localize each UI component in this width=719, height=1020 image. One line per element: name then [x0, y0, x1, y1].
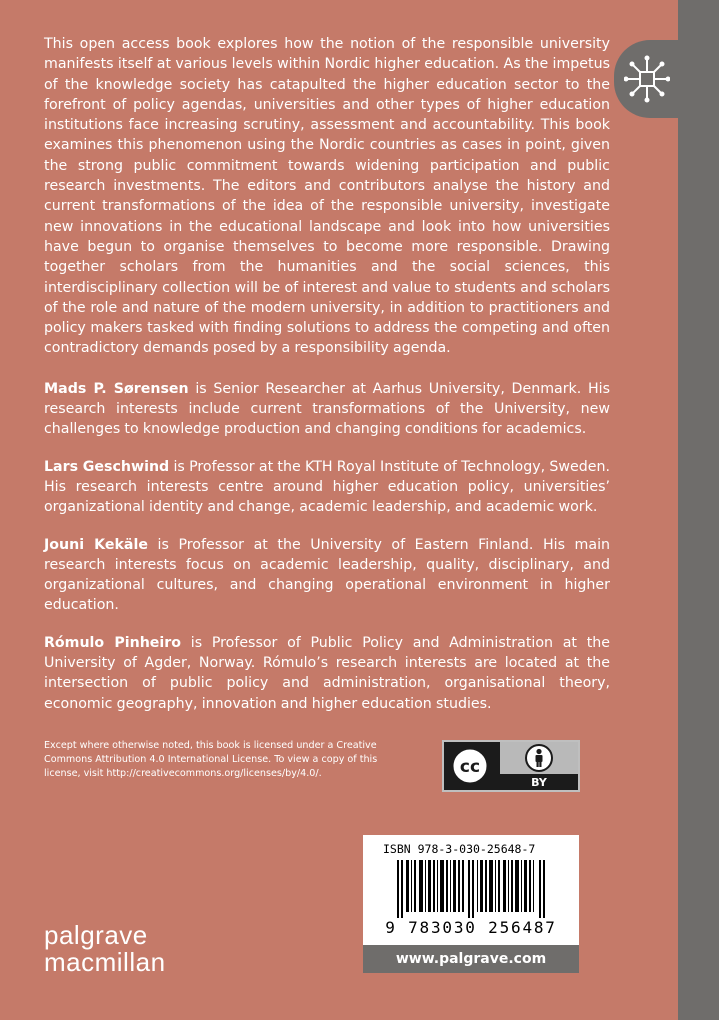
attribution-person-icon [526, 745, 552, 771]
author-bio [44, 633, 610, 714]
network-node-icon [624, 53, 670, 105]
barcode-bars [397, 860, 547, 918]
author-bio-text: is Professor at the University of Eastern Finland. His main research interests focus on academic leadership, quality, disciplinary, and organizational cultures, and changing operational environment in higher education. [44, 536, 611, 614]
author-name: Lars Geschwind [44, 458, 170, 475]
by-label: BY [531, 776, 547, 789]
author-name: Mads P. Sørensen [44, 380, 189, 397]
publisher-logo [44, 922, 166, 976]
isbn-barcode [363, 835, 579, 945]
author-bio-text: is Professor of Public Policy and Administration at the University of Agder, Norway. Rómulo’s research interests are located at the intersection of public policy and administration, organisational theory, economic geography, innovation and higher education studies. [44, 634, 610, 712]
author-bio [44, 379, 610, 440]
author-bio [44, 535, 610, 616]
back-cover-text [44, 34, 610, 714]
series-logo [614, 40, 678, 118]
author-name: Rómulo Pinheiro [44, 634, 182, 651]
publisher-url: www.palgrave.com [363, 945, 579, 973]
cc-by-badge [442, 740, 580, 792]
isbn-number: ISBN 978-3-030-25648-7 [383, 842, 536, 856]
cc-label: cc [459, 757, 481, 777]
publisher-name-line2: macmillan [44, 947, 166, 977]
publisher-name-line1: palgrave [44, 920, 148, 950]
license-notice: Except where otherwise noted, this book is licensed under a Creative Commons Attribution 4.0 International License. To view a copy of this license, visit http://creativecommons.org/licenses/by/4.0/. [44, 740, 378, 780]
book-spine [678, 0, 719, 1020]
author-name: Jouni Kekäle [44, 536, 148, 553]
book-description: This open access book explores how the notion of the responsible university manifests itself at various levels within Nordic higher education. As the impetus of the knowledge society has catapulted the higher education sector to the forefront of policy agendas, universities and other types of higher education institutions face increasing scrutiny, assessment and accountability. This book examines this phenomenon using the Nordic countries as cases in point, given the strong public commitment towards widening participation and public research investments. The editors and contributors analyse the history and current transformations of the idea of the responsible university, investigate new innovations in the educational landscape and look into how universities have begun to organise themselves to become more responsible. Drawing together scholars from the humanities and the social sciences, this interdisciplinary collection will be of interest and value to students and scholars of the role and nature of the modern university, in addition to practitioners and policy makers tasked with finding solutions to address the competing and often contradictory demands posed by a responsibility agenda. [44, 36, 610, 357]
author-bio [44, 457, 610, 518]
author-bio-text: is Senior Researcher at Aarhus University, Denmark. His research interests include current transformations of the University, new challenges to knowledge production and changing conditions for academics. [44, 380, 610, 438]
creative-commons-icon [452, 748, 488, 784]
barcode-digits: 9 783030 256487 [385, 918, 557, 937]
author-bio-text: is Professor at the KTH Royal Institute of Technology, Sweden. His research interests centre around higher education policy, universities’ organizational identity and change, academic leadership, and academic work. [44, 458, 610, 516]
